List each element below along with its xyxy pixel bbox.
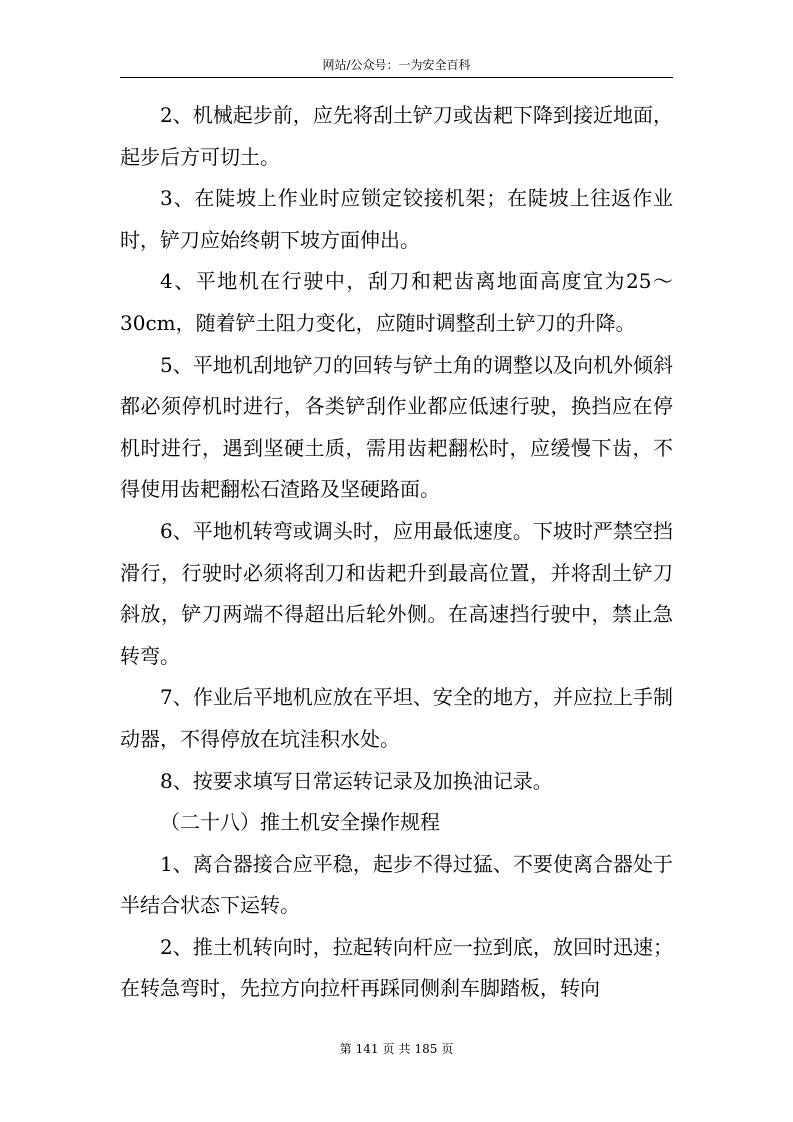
paragraph: 7、作业后平地机应放在平坦、安全的地方，并应拉上手制动器，不得停放在坑洼积水处。	[120, 685, 673, 751]
footer-prefix: 第	[339, 1042, 352, 1056]
page-footer	[0, 1041, 793, 1057]
header-divider	[120, 77, 673, 78]
footer-page-number: 141	[355, 1042, 379, 1056]
document-body	[120, 95, 673, 1010]
footer-page-label: 页	[382, 1042, 395, 1056]
paragraph: 1、离合器接合应平稳，起步不得过猛、不要使离合器处于半结合状态下运转。	[120, 851, 673, 918]
section-heading: （二十八）推土机安全操作规程	[160, 810, 440, 835]
paragraph: 3、在陡坡上作业时应锁定铰接机架；在陡坡上往返作业时，铲刀应始终朝下坡方面伸出。	[120, 186, 673, 252]
paragraph: 2、推土机转向时，拉起转向杆应一拉到底，放回时迅速；在转急弯时，先拉方向拉杆再踩同侧刹车脚踏板，转向	[120, 934, 673, 1001]
footer-total-label: 页	[441, 1042, 454, 1056]
footer-total-prefix: 共	[398, 1042, 411, 1056]
footer-total-pages: 185	[414, 1042, 438, 1056]
paragraph: 2、机械起步前，应先将刮土铲刀或齿耙下降到接近地面，起步后方可切土。	[120, 103, 673, 169]
page-header: 网站/公众号：一为安全百科	[322, 58, 471, 72]
paragraph: 8、按要求填写日常运转记录及加换油记录。	[160, 768, 553, 793]
paragraph: 4、平地机在行驶中，刮刀和耙齿离地面高度宜为25～30cm，随着铲土阻力变化，应随时调整刮土铲刀的升降。	[120, 269, 673, 335]
paragraph: 5、平地机刮地铲刀的回转与铲土角的调整以及向机外倾斜都必须停机时进行，各类铲刮作业都应低速行驶，换挡应在停机时进行，遇到坚硬土质，需用齿耙翻松时，应缓慢下齿，不得使用齿耙翻松石渣路及坚硬路面。	[120, 352, 673, 502]
paragraph: 6、平地机转弯或调头时，应用最低速度。下坡时严禁空挡滑行，行驶时必须将刮刀和齿耙升到最高位置，并将刮土铲刀斜放，铲刀两端不得超出后轮外侧。在高速挡行驶中，禁止急转弯。	[120, 518, 673, 668]
